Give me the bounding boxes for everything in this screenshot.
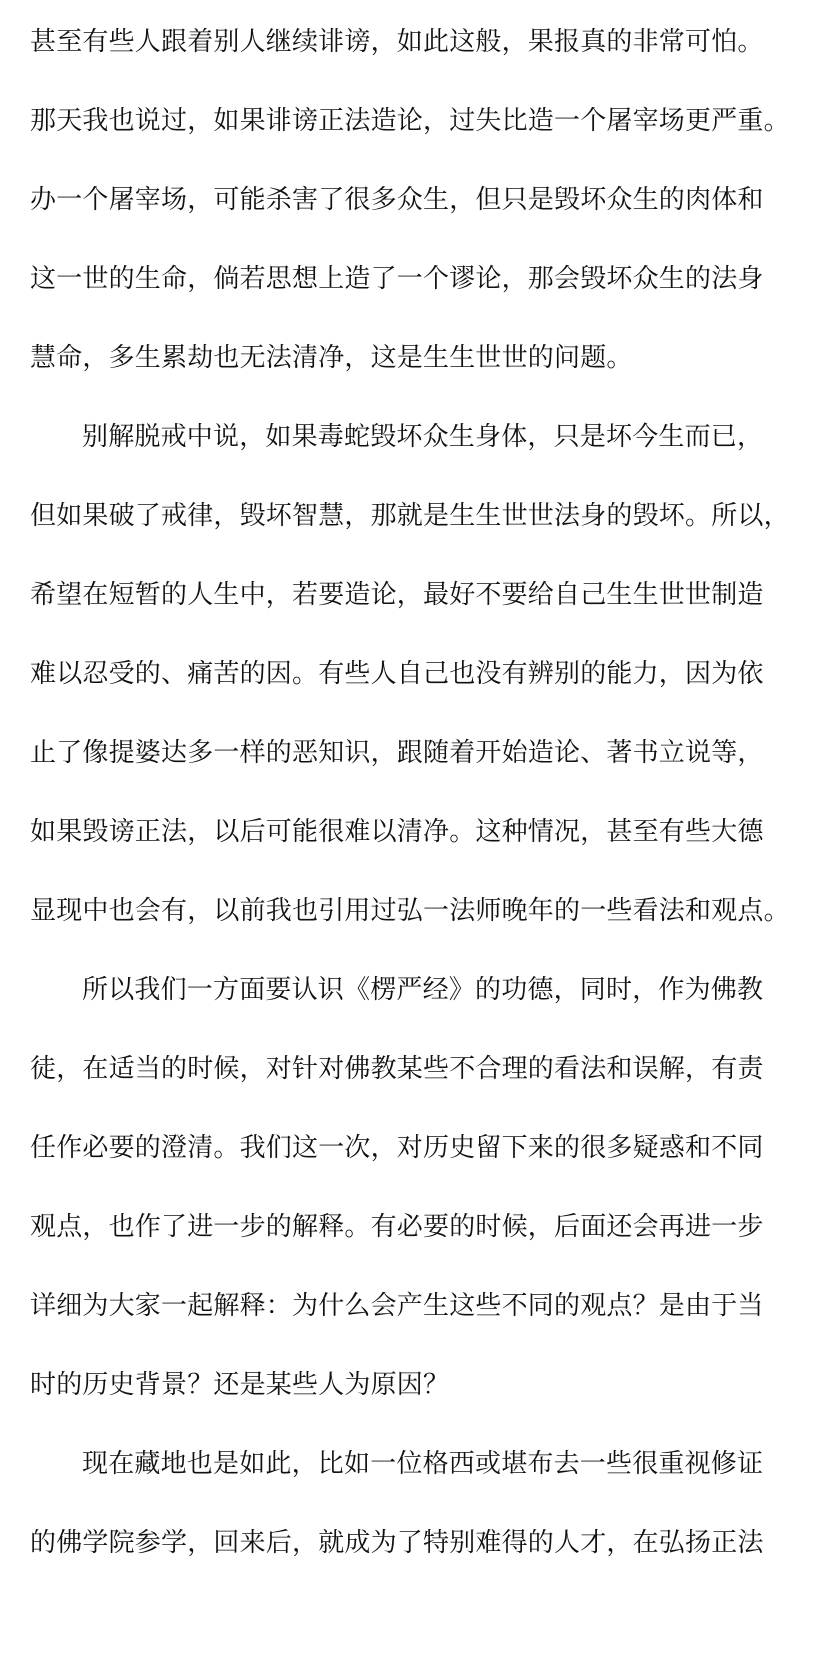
- text-line: 但如果破了戒律，毁坏智慧，那就是生生世世法身的毁坏。所以，: [30, 501, 790, 531]
- text-line: 希望在短暂的人生中，若要造论，最好不要给自己生生世世制造: [30, 580, 764, 610]
- text-line: 慧命，多生累劫也无法清净，这是生生世世的问题。: [30, 343, 633, 373]
- text-line: 徒，在适当的时候，对针对佛教某些不合理的看法和误解，有责: [30, 1054, 764, 1084]
- text-line: 办一个屠宰场，可能杀害了很多众生，但只是毁坏众生的肉体和: [30, 185, 764, 215]
- text-line: 任作必要的澄清。我们这一次，对历史留下来的很多疑惑和不同: [30, 1133, 764, 1163]
- text-line: 观点，也作了进一步的解释。有必要的时候，后面还会再进一步: [30, 1212, 764, 1242]
- text-line: 这一世的生命，倘若思想上造了一个谬论，那会毁坏众生的法身: [30, 264, 764, 294]
- text-line: 难以忍受的、痛苦的因。有些人自己也没有辨别的能力，因为依: [30, 659, 764, 689]
- paragraph-first-line: 别解脱戒中说，如果毒蛇毁坏众生身体，只是坏今生而已，: [82, 422, 764, 452]
- text-line: 详细为大家一起解释：为什么会产生这些不同的观点？是由于当: [30, 1291, 764, 1321]
- text-line: 时的历史背景？还是某些人为原因？: [30, 1370, 450, 1400]
- text-line: 的佛学院参学，回来后，就成为了特别难得的人才，在弘扬正法: [30, 1528, 764, 1558]
- text-line: 显现中也会有，以前我也引用过弘一法师晚年的一些看法和观点。: [30, 896, 790, 926]
- paragraph-first-line: 现在藏地也是如此，比如一位格西或堪布去一些很重视修证: [82, 1449, 764, 1479]
- paragraph-first-line: 所以我们一方面要认识《楞严经》的功德，同时，作为佛教: [82, 975, 764, 1005]
- text-line: 止了像提婆达多一样的恶知识，跟随着开始造论、著书立说等，: [30, 738, 764, 768]
- text-line: 如果毁谤正法，以后可能很难以清净。这种情况，甚至有些大德: [30, 817, 764, 847]
- text-line: 甚至有些人跟着别人继续诽谤，如此这般，果报真的非常可怕。: [30, 27, 764, 57]
- text-line: 那天我也说过，如果诽谤正法造论，过失比造一个屠宰场更严重。: [30, 106, 790, 136]
